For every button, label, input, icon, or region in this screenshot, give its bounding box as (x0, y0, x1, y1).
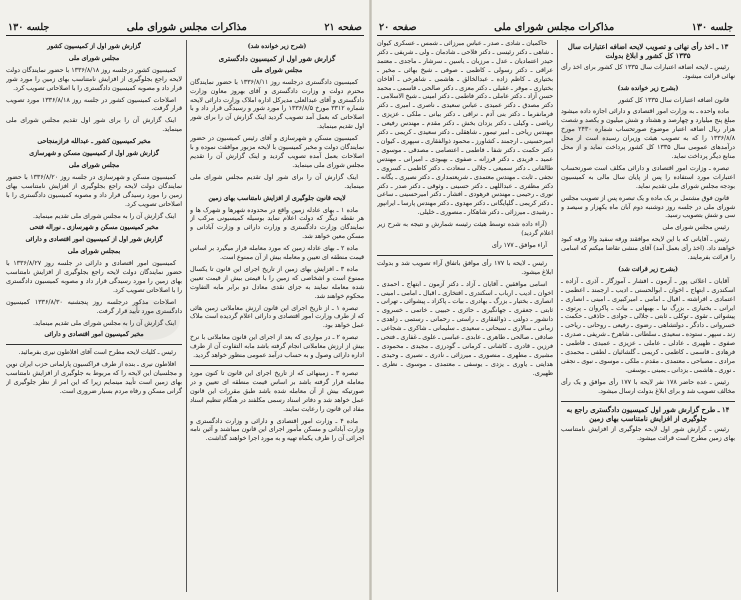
paragraph: تبصره ۱ ـ از تاریخ اجرای این قانون ارزش معاملاتی زمین هائی که از طرف وزارت امور اقتصادی و دارائی اعلام گردیده است ملاک عمل خواهد بود. (190, 304, 364, 330)
paragraph: قانون اضافه اعتبارات سال ۱۳۳۵ کل کشور (618, 96, 729, 104)
paragraph: اصلاحات کمیسیون کشور در جلسه روز ۱۳۳۶/۸/۱۸ مورد تصویب قرار گرفت. (6, 96, 182, 113)
paragraph: رئیس ـ گزارش شور اول لایحه جلوگیری از افزایش نامتناسب بهای زمین مطرح است قرائت میشود. (561, 426, 735, 443)
paragraph: رئیس ـ کلیات لایحه مطرح است آقای افلاطون نیری بفرمائید. (18, 349, 176, 357)
left-page-header (6, 12, 364, 36)
paragraph: تبصره ۳ ـ زمینهائی که از تاریخ اجرای این قانون تا کنون مورد معامله قرار گرفته باشد بر اساس قیمت منطقه ای تعیین و در صورتیکه بیش از آن معامله شده باشد طبق مقررات این قانون عمل خواهد شد و دفاتر اسناد رسمی مکلفند در هنگام تنظیم اسناد مفاد این قانون را رعایت نمایند. (190, 370, 364, 413)
right-page-title: مذاکرات مجلس شورای ملی (494, 22, 615, 33)
paragraph: ماده ۲ ـ بهای عادله زمین که مورد معامله قرار میگیرد بر اساس قیمت منطقه ای تعیین و معامله بیش از آن ممنوع است. (190, 245, 364, 262)
paragraph: ماده ۳ ـ افزایش بهای زمین از تاریخ اجرای این قانون تا یکسال ممنوع است و اشخاصی که زمین را با قیمتی بیش از قیمت تعیین شده معامله نمایند به جزای نقدی معادل دو برابر مابه التفاوت محکوم خواهند شد. (190, 265, 364, 300)
paragraph: افلاطون نیری ـ بنده از طرف فراکسیون پارلمانی حزب ایران نوین و مجلسیان این لایحه را که مربوط به جلوگیری از افزایش نامتناسب بهای زمین است تأیید مینمایم زیرا که این امر از نظر جلوگیری از گرانی مسکن و رفاه مردم بسیار ضروری است. (6, 361, 182, 395)
section-heading: مجلس شورای ملی (68, 54, 120, 62)
paragraph: رئیس ـ آقایانی که با این لایحه موافقند ورقه سفید والا ورقه کبود خواهند داد. (اخذ رأی بعمل آمد) آقای منشی تقاضا میکنم که اسامی را قرائت بفرمایند. (561, 236, 735, 262)
scan-smudge (120, 300, 180, 340)
paragraph: رئیس ـ عده حاضر ۱۷۸ نفر لایحه با ۱۷۷ رأی موافق و یک رأی مخالف تصویب شد و برای ابلاغ بدولت ارسال میشود. (561, 378, 735, 395)
paragraph: ماده ۴ ـ وزارت امور اقتصادی و دارائی و وزارت دادگستری و وزارت آبادانی و مسکن مأمور اجرای این قانون میباشند و آئین نامه اجرائی آن را ظرف یکماه تهیه و به مورد اجرا خواهند گذاشت. (190, 417, 364, 443)
section-heading: مخبر کمیسیون کشور ـ عبدالله فرازمنجاحی (37, 138, 151, 146)
paragraph: کمیسیون دادگستری درجلسه روز ۱۳۳۶/۸/۱۱ با حضور نمایندگان محترم دولت و وزارت دادگستری و آقای بهروز معاون وزارت دادگستری و آقای عبدالعلی مدیرکل اداره املاک وزارت دارائی لایحه شماره ۳۳۱۲ مورخ ۱۳۳۶/۸/۵ را مورد شور و رسیدگی قرار داد و با اصلاحاتی که بعمل آمد تصویب گردید اینک گزارش آن را برای شور اول تقدیم مینماید. (190, 78, 364, 131)
left-page-session: جلسه ۱۳۰ (8, 22, 50, 33)
paragraph: کمیسیون کشور درجلسه روز ۱۳۳۶/۸/۱۸ با حضور نمایندگان دولت لایحه راجع بجلوگیری از افزایش نامتناسب بهای زمین را مورد شور قرار داد و مصوبه کمیسیون دادگستری را با اصلاحاتی تصویب کرد. (6, 66, 182, 92)
paragraph: ماده ۱ ـ بهای عادله زمین واقع در محدوده شهرها و شهرک ها و هر نقطه دیگر که دولت اعلام نماید بوسیله کمیسیونی مرکب از نمایندگان وزارت دادگستری و وزارت دارائی و وزارت آبادانی و مسکن معین خواهد شد. (190, 206, 364, 241)
section-heading: لایحه قانون جلوگیری از افزایش نامتناسب بهای زمین (208, 194, 346, 202)
paragraph: آراء موافق ـ ۱۷۷ رأی (491, 241, 547, 249)
paragraph: ماده واحده ـ به وزارت امور اقتصادی و دارائی اجازه داده میشود مبلغ پنج میلیارد و چهارصد و هشتاد و شش میلیون و یکصد و شصت هزار ریال اضافه اعتبار موضوع صورتحساب شماره ۲۴۳۰ مورخ ۱۳۳۶/۸/۸ را که به تصویب هیئت وزیران رسیده است از محل درآمدهای عمومی سال ۱۳۳۵ کل کشور پرداخت نماید و از محل منابع دیگر پرداخت نماید. (561, 108, 735, 160)
left-page-title: مذاکرات مجلس شورای ملی (126, 22, 247, 33)
paragraph: کمیسیون مسکن و شهرسازی در جلسه روز ۱۳۳۶/۸/۲۰ با حضور نمایندگان دولت لایحه راجع بجلوگیری از افزایش نامتناسب بهای زمین را مورد رسیدگی قرار داد و مصوبه کمیسیون دادگستری را با اصلاحاتی تصویب کرد. (6, 173, 182, 208)
right-page-session: جلسه ۱۳۰ (691, 22, 733, 33)
paragraph: کمیسیون مسکن و شهرسازی و آقای رئیس کمیسیون در حضور نمایندگان دولت و مخبر کمیسیون با لایحه مزبور موافقت نموده و با اصلاحات بعمل آمده تصویب گردید و اینک گزارش آن را تقدیم مجلس شورای ملی مینماید. (190, 135, 364, 169)
left-page (0, 0, 370, 600)
section-heading: ۱۳ ـ اخذ رأی نهائی و تصویب لایحه اضافه اعتبارات سال ۱۳۳۵ کل کشور و ابلاغ بدولت (567, 42, 729, 60)
paragraph: حاکمیان ـ شادی ـ صدر ـ عباس مبرزائی ـ شمس ـ عسکری کیوان ـ شاهی ـ دکتر رئیسی ـ دکتر فلاحی ـ شادمان ـ ولی ـ شریفی ـ دکتر حیدر اعتمادیان ـ عدل ـ مرزبان ـ یاسین ـ سرشار ـ ماجدی ـ معتمد عراقی ـ دکتر رسولی ـ کاظمی ـ صوفی ـ شیخ بهائی ـ مخیر ـ بختیاری ـ کاظم زاده ـ عبدالخالق ـ هاشمی ـ شاهرخی ـ آقاخان بختیاری ـ موقر ـ عقیلی ـ دکتر معزی ـ دکتر صالحی ـ قاسمی ـ محمد حسن آزاد ـ دکتر عاملی ـ دکتر فاطمی ـ دکتر امینی ـ شیخ الاسلامی ـ دکتر مصدق ـ دکتر عمیدی ـ عباس سعیدی ـ ناصری ـ امیری ـ دکتر فرمانفرما ـ دکتر بنی آدم ـ نراقی ـ دکتر بیانی ـ ملکی ـ عزیزی ـ ریاضی ـ وکیلی ـ دکتر یزدان بخش ـ دکتر مقدم ـ مهندس رفیعی ـ مهندس ریاحی ـ امیر تیمور ـ شاهقلی ـ دکتر سعیدی ـ کریمی ـ دکتر امیرحسینی ـ ارجمند ـ کشاورز ـ محمود ذوالفقاری ـ سپهری ـ کیوان ـ دکتر حکمت ـ دکتر شفا ـ فاطمی ـ اعتصامی ـ مصدقی ـ موسوی ـ عمید ـ فریدی ـ دکتر فرزانه ـ صفوی ـ بهبودی ـ امیرانی ـ مهندس طالقانی ـ دکتر سمیعی ـ جلالی ـ سعادت ـ دکتر کاظمی ـ کسروی ـ نجفی ـ ثابت ـ مهندس معتمدی ـ شریعتمداری ـ دکتر نصیری ـ یگانه ـ دکتر مظفری ـ عبداللهی ـ دکتر حسینی ـ وثوقی ـ دکتر صدر ـ دکتر نوری ـ رحیمی ـ مهندس فرهودی ـ افشار ـ دکتر امیرحسینی ـ ساعی ـ دکتر کریمی ـ گلپایگانی ـ دکتر مهدوی ـ دکتر مهندس پارسا ـ ایرانپور ـ رشیدی ـ میرزائی ـ دکتر شاهکار ـ منصوری ـ خلیلی. (377, 40, 553, 217)
right-page-number: صفحه ۲۰ (379, 22, 417, 33)
section-heading: گزارش شور اول از کمیسیون امور اقتصادی و دارائی (25, 236, 163, 244)
paragraph: تبصره ۲ ـ در مواردی که بعد از اجرای این قانون معاملاتی با نرخ بیش از ارزش معاملاتی انجام گرفته باشد مابه التفاوت آن از طرف اداره دارائی وصول و به حساب درآمد عمومی منظور خواهد گردید. (190, 334, 364, 360)
section-heading: (بشرح زیر خوانده شد) (617, 84, 679, 92)
section-heading: گزارش شور اول از کمیسیون کشور (47, 43, 141, 50)
paragraph: قانون فوق مشتمل بر یک ماده و یک تبصره پس از تصویب مجلس شورای ملی در جلسه روز دوشنبه دوم آبان ماه یکهزار و سیصد و سی و شش بتصویب رسید. (561, 194, 735, 220)
section-heading: (بشرح زیر قرائت شد) (618, 265, 678, 273)
column-divider (186, 40, 187, 592)
paragraph: تبصره ـ وزارت امور اقتصادی و دارائی مکلف است صورتحساب اعتبارات مورد استفاده را پس از پایان سال مالی به کمیسیون بودجه مجلس شورای ملی تقدیم نماید. (561, 164, 735, 190)
paragraph: اسامی موافقین ـ آقایان ـ آزاد ـ دکتر آزمون ـ ابتهاج ـ احمدی ـ اخوان ـ ادیب ـ ارباب ـ اسکندری ـ افتخاری ـ اقبال ـ امامی ـ امینی ـ انصاری ـ بختیار ـ بزرگ ـ بهادری ـ بیات ـ پاکزاد ـ پیشوائی ـ تهرانی ـ ثابتی ـ جعفری ـ جهانگیری ـ حائری ـ حبیبی ـ خاتمی ـ خسروی ـ دانشور ـ دولتی ـ ذوالفقاری ـ راستی ـ رحمانی ـ رستمی ـ زاهدی ـ زمانی ـ سالاری ـ سبحانی ـ سعیدی ـ سلیمانی ـ شاکری ـ شجاعی ـ صادقی ـ صالحی ـ طاهری ـ عابدی ـ عباسی ـ علوی ـ غفاری ـ فتحی ـ فرزین ـ قادری ـ کاشانی ـ کرمانی ـ گودرزی ـ مجیدی ـ محمودی ـ مشیری ـ مطهری ـ منصوری ـ میرزائی ـ نادری ـ نصیری ـ وحیدی ـ هدایتی ـ یاوری ـ یزدی ـ یوسفی ـ معتمدی ـ موسوی ـ نظری ـ ظهیری. (377, 280, 553, 377)
paragraph: اینک گزارش آن را برای شور اول تقدیم مجلس شورای ملی مینماید. (190, 173, 364, 190)
left-page-number: صفحه ۲۱ (324, 22, 362, 33)
section-rule (377, 255, 553, 256)
right-page-left-column (377, 40, 553, 592)
paragraph: کمیسیون امور اقتصادی و دارائی در جلسه روز ۱۳۳۶/۸/۲۷ با حضور نمایندگان دولت لایحه راجع بجلوگیری از افزایش نامتناسب بهای زمین را مورد رسیدگی قرار داد و مصوبه کمیسیون دادگستری را با اصلاحاتی تصویب کرد. (6, 260, 182, 294)
section-heading: مجلس شورای ملی (68, 161, 120, 169)
section-rule (6, 344, 182, 345)
paragraph: اینک گزارش آن را به مجلس شورای ملی تقدیم مینماید. (33, 212, 176, 220)
section-heading: مخبر کمیسیون امور اقتصادی و دارائی (44, 331, 144, 339)
section-heading: ۱۴ ـ طرح گزارش شور اول کمیسیون دادگستری راجع به جلوگیری از افزایش نامتناسب بهای زمین (566, 404, 730, 423)
section-rule (561, 401, 735, 402)
paragraph: رئیس مجلس شورای ملی (662, 224, 729, 232)
section-heading: گزارش شور اول از کمیسیون مسکن و شهرسازی (29, 150, 159, 158)
section-heading: مخبر کمیسیون مسکن و شهرسازی ـ نوراله فتحی (29, 224, 159, 232)
paragraph: (آراء داده شده توسط هیئت رئیسه شمارش و نتیجه به شرح زیر اعلام گردید) (377, 221, 553, 238)
scan-smudge (560, 120, 610, 150)
paragraph: اینک گزارش آن را برای شور اول تقدیم مجلس شورای ملی مینماید. (6, 117, 182, 134)
left-page-right-column (190, 40, 364, 592)
section-rule (190, 365, 364, 366)
paragraph: اینک گزارش آن را به مجلس شورای ملی تقدیم مینماید. (33, 319, 176, 327)
section-heading: (شرح زیر خوانده شد) (247, 43, 307, 50)
paragraph: اصلاحات مذکور درجلسه روز پنجشنبه ۱۳۳۶/۸/۳۰ کمیسیون دادگستری مورد تأیید قرار گرفت. (6, 298, 182, 315)
right-page-header (377, 12, 735, 36)
right-page (371, 0, 741, 600)
paragraph: رئیس ـ لایحه با ۱۷۷ رأی موافق باتفاق آراء تصویب شد و بدولت ابلاغ میشود. (377, 259, 553, 276)
section-heading: گزارش شور اول از کمیسیون دادگستری (218, 53, 336, 63)
paragraph: آقایان ـ اعلائی پور ـ آزمون ـ افشار ـ آموزگار ـ آذری ـ آزاده ـ اسکندری ـ ابتهاج ـ اخوان ـ ابوالحسنی ـ ادیب ـ ارجمند ـ اعظمی ـ اعتمادی ـ افراشته ـ اقبال ـ امامی ـ امیرکبیری ـ امینی ـ انصاری ـ ایرانی ـ بختیاری ـ بزرگ نیا ـ بهبهانی ـ بیات ـ پاکروان ـ پرتوی ـ پیشوائی ـ تقوی ـ توکلی ـ ثابتی ـ جلالی ـ جوادی ـ حاذقی ـ حکمت ـ خسروانی ـ دادگر ـ دولتشاهی ـ رضوی ـ رفیعی ـ روحانی ـ ریاحی ـ زند ـ سپهر ـ ستوده ـ سعیدی ـ سلطانی ـ شاهرخ ـ شریفی ـ صدری ـ صفوی ـ ظهیری ـ عادلی ـ عاملی ـ عزیزی ـ عمیدی ـ فاطمی ـ فرهادی ـ قاسمی ـ کاظمی ـ کریمی ـ گلشائیان ـ لطفی ـ محمدی ـ مرادی ـ مصباحی ـ معتمدی ـ مقدم ـ ملکی ـ موسوی ـ نبوی ـ نجفی ـ نوری ـ هاشمی ـ یزدانی ـ یمینی ـ یوسفی. (561, 277, 735, 374)
column-divider (557, 40, 558, 592)
section-heading: مجلس شورای ملی (251, 66, 303, 74)
section-heading: بمجلس شورای ملی (67, 248, 121, 256)
paragraph: رئیس ـ لایحه اضافه اعتبارات سال ۱۳۳۵ کل کشور برای اخذ رأی نهائی قرائت میشود. (561, 63, 735, 80)
